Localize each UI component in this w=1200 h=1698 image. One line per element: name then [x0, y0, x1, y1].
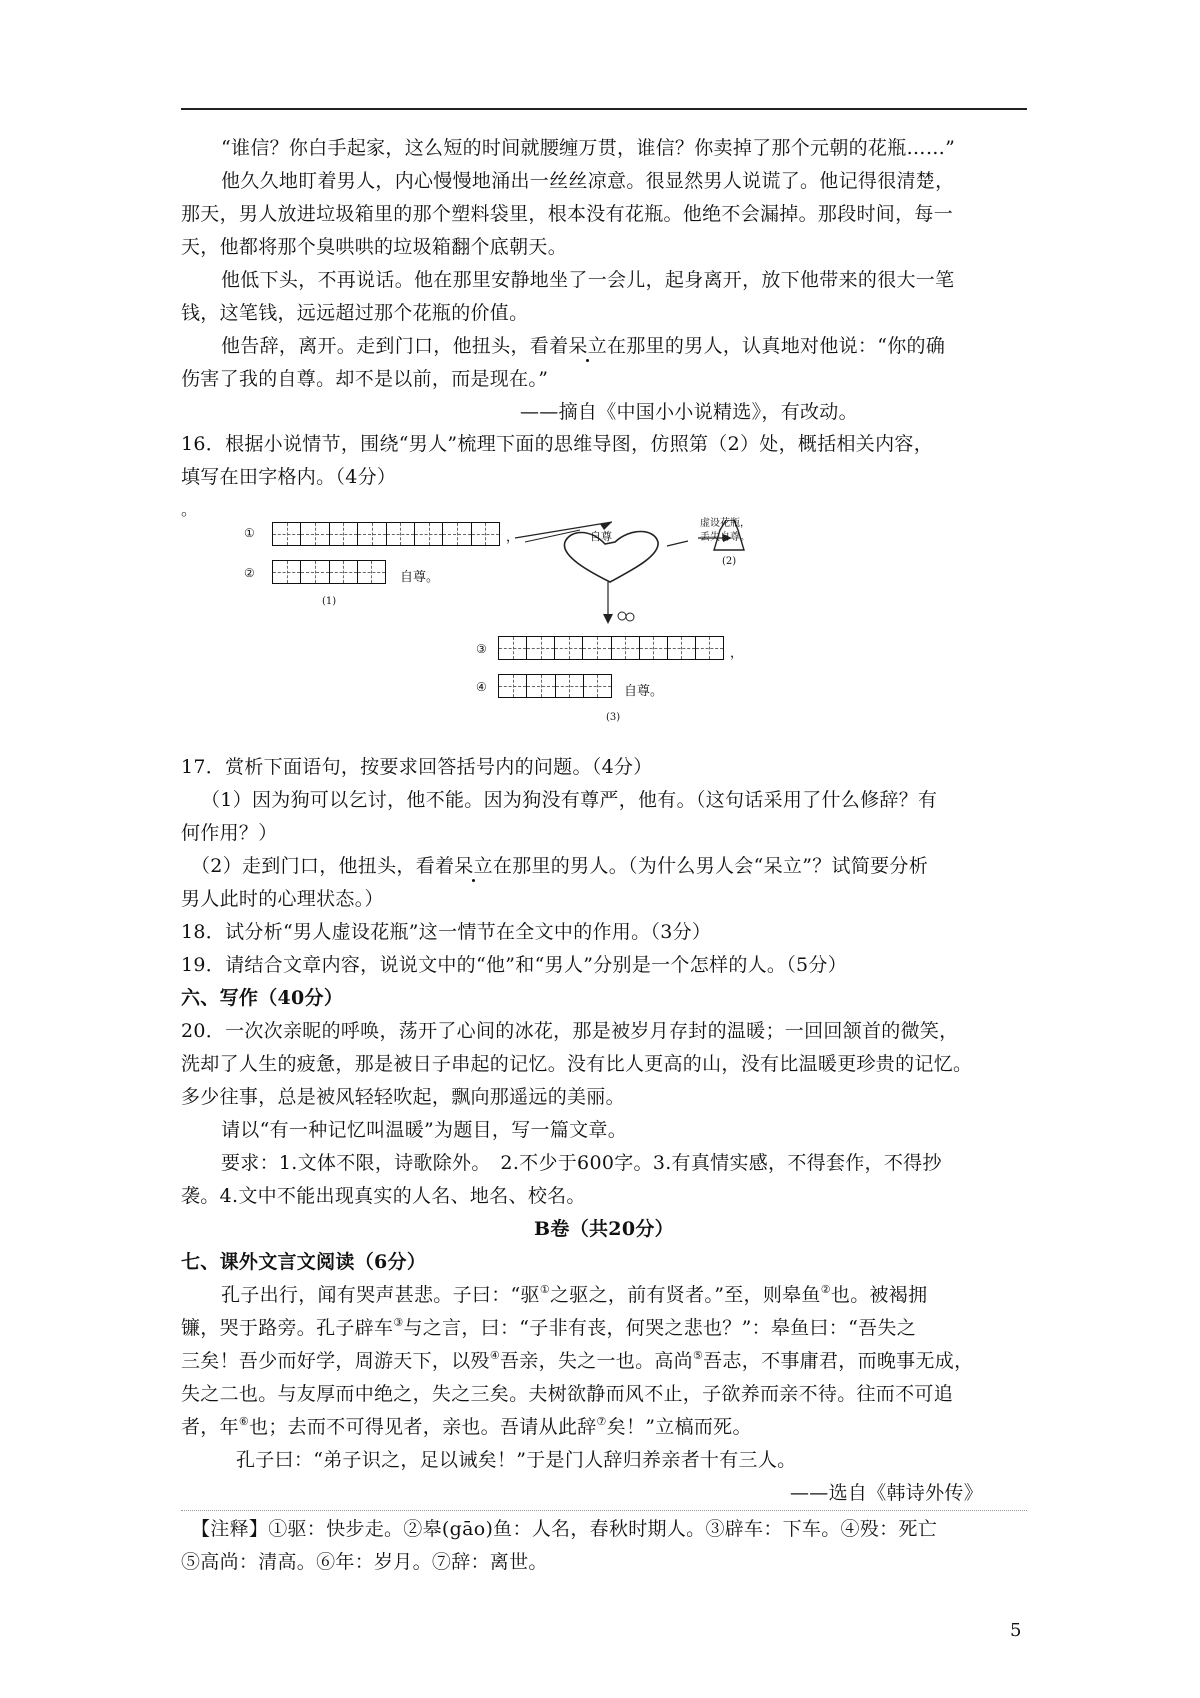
story-paragraph: 那天，男人放进垃圾箱里的那个塑料袋里，根本没有花瓶。他绝不会漏掉。那段时间，每一: [181, 203, 954, 225]
question-20: 20．一次次亲昵的呼唤，荡开了心间的冰花，那是被岁月存封的温暖；一回回颔首的微笑，: [181, 1020, 959, 1042]
section-heading-classical: 七、课外文言文阅读（6分）: [181, 1251, 427, 1273]
annotations: ⑤高尚：清高。⑥年：岁月。⑦辞：离世。: [181, 1551, 548, 1573]
footnote-marker: ①: [539, 1283, 550, 1296]
heart-label: 自尊: [590, 530, 612, 543]
question-20-requirements: 袭。4.文中不能出现真实的人名、地名、校名。: [181, 1185, 586, 1207]
mind-map-diagram: [244, 518, 820, 730]
question-20-requirements: 要求：1.文体不限，诗歌除外。 2.不少于600字。3.有真情实感，不得套作，不得抄: [221, 1152, 942, 1174]
emphasis-dotted: 呆立: [454, 855, 493, 877]
classical-text: 三矣！吾少而好学，周游天下，以殁④吾亲，失之一也。高尚⑤吾志，不事庸君，而晚事无成，: [181, 1349, 974, 1372]
footnote-marker: ⑦: [596, 1415, 607, 1428]
circled-number-4: ④: [476, 680, 487, 694]
story-paragraph: 天，他都将那个臭哄哄的垃圾箱翻个底朝天。: [181, 236, 568, 258]
section-heading-paper-b: B卷（共20分）: [534, 1218, 674, 1240]
story-paragraph: 他告辞，离开。走到门口，他扭头，看着呆立在那里的男人，认真地对他说：“你的确: [221, 335, 946, 357]
story-paragraph: 伤害了我的自尊。却不是以前，而是现在。”: [181, 368, 549, 390]
story-source: ——摘自《中国小小说精选》，有改动。: [520, 401, 858, 423]
right-note-line1: 虚设花瓶，: [700, 518, 750, 529]
footnote-marker: ②: [820, 1283, 831, 1296]
answer-grid-3[interactable]: [498, 636, 724, 660]
question-17-item2: （2）走到门口，他扭头，看着呆立在那里的男人。（为什么男人会“呆立”？试简要分析: [191, 855, 929, 877]
diagram-comma: ，: [730, 646, 744, 661]
notes-divider: [181, 1510, 1027, 1511]
page-number: 5: [1010, 1620, 1022, 1641]
story-paragraph: 钱，这笔钱，远远超过那个花瓶的价值。: [181, 302, 529, 324]
question-20: 多少往事，总是被风轻轻吹起，飘向那遥远的美丽。: [181, 1086, 625, 1108]
answer-grid-2[interactable]: [272, 560, 386, 584]
question-20: 洗却了人生的疲惫，那是被日子串起的记忆。没有比人更高的山，没有比温暖更珍贵的记忆。: [181, 1053, 973, 1075]
self-respect-label: 自尊。: [624, 684, 664, 699]
question-20-prompt: 请以“有一种记忆叫温暖”为题目，写一篇文章。: [221, 1119, 628, 1141]
right-note-line2: 丢失自尊。: [700, 532, 750, 543]
diagram-comma: ，: [506, 530, 520, 545]
circled-number-2: ②: [244, 566, 255, 580]
question-19: 19．请结合文章内容，说说文中的“他”和“男人”分别是一个怎样的人。（5分）: [181, 954, 848, 976]
question-17: 17．赏析下面语句，按要求回答括号内的问题。（4分）: [181, 756, 653, 778]
answer-grid-4[interactable]: [498, 674, 612, 698]
section-label-2: (2): [722, 556, 737, 567]
question-16-tail: 。: [181, 500, 198, 519]
classical-text: 孔子出行，闻有哭声甚悲。子曰：“驱①之驱之，前有贤者。”至，则皋鱼②也。被褐拥: [221, 1283, 928, 1306]
story-paragraph: “谁信？你白手起家，这么短的时间就腰缠万贯，谁信？你卖掉了那个元朝的花瓶……”: [221, 137, 956, 159]
footnote-marker: ⑥: [238, 1415, 250, 1428]
mind-map-lines: [260, 520, 820, 730]
question-17-item2: 男人此时的心理状态。）: [181, 888, 384, 910]
emphasis-dotted: 呆立: [568, 335, 608, 357]
footnote-marker: ⑤: [693, 1349, 704, 1362]
classical-source: ——选自《韩诗外传》: [790, 1482, 984, 1504]
classical-text: 者，年⑥也；去而不可得见者，亲也。吾请从此辞⑦矣！”立槁而死。: [181, 1415, 752, 1438]
question-17-item1: 何作用？）: [181, 822, 278, 844]
question-17-item1: （1）因为狗可以乞讨，他不能。因为狗没有尊严，他有。（这句话采用了什么修辞？有: [201, 789, 938, 811]
footnote-marker: ③: [393, 1316, 404, 1329]
section-label-1: (1): [322, 596, 337, 607]
story-paragraph: 他久久地盯着男人，内心慢慢地涌出一丝丝凉意。很显然男人说谎了。他记得很清楚，: [221, 170, 955, 192]
header-rule: [181, 108, 1027, 110]
circled-number-1: ①: [244, 526, 255, 540]
classical-text: 镰，哭于路旁。孔子辟车③与之言，曰：“子非有丧，何哭之悲也？”：皋鱼曰：“吾失之: [181, 1316, 917, 1339]
answer-grid-1[interactable]: [272, 522, 500, 546]
question-16: 16．根据小说情节，围绕“男人”梳理下面的思维导图，仿照第（2）处，概括相关内容，: [181, 433, 933, 455]
classical-text: 孔子曰：“弟子识之，足以诫矣！”于是门人辞归养亲者十有三人。: [236, 1449, 797, 1471]
annotations: 【注释】①驱：快步走。②皋(gāo)鱼：人名，春秋时期人。③辟车：下车。④殁：死亡: [191, 1518, 938, 1540]
footnote-marker: ④: [489, 1349, 500, 1362]
circled-number-3: ③: [476, 642, 487, 656]
question-18: 18．试分析“男人虚设花瓶”这一情节在全文中的作用。（3分）: [181, 921, 712, 943]
self-respect-label: 自尊。: [400, 570, 440, 585]
section-heading-writing: 六、写作（40分）: [181, 987, 344, 1009]
section-label-3: (3): [606, 712, 621, 723]
story-paragraph: 他低下头，不再说话。他在那里安静地坐了一会儿，起身离开，放下他带来的很大一笔: [221, 269, 955, 291]
question-16: 填写在田字格内。（4分）: [181, 466, 397, 488]
classical-text: 失之二也。与友厚而中绝之，失之三矣。夫树欲静而风不止，子欲养而亲不待。往而不可追: [181, 1383, 954, 1405]
